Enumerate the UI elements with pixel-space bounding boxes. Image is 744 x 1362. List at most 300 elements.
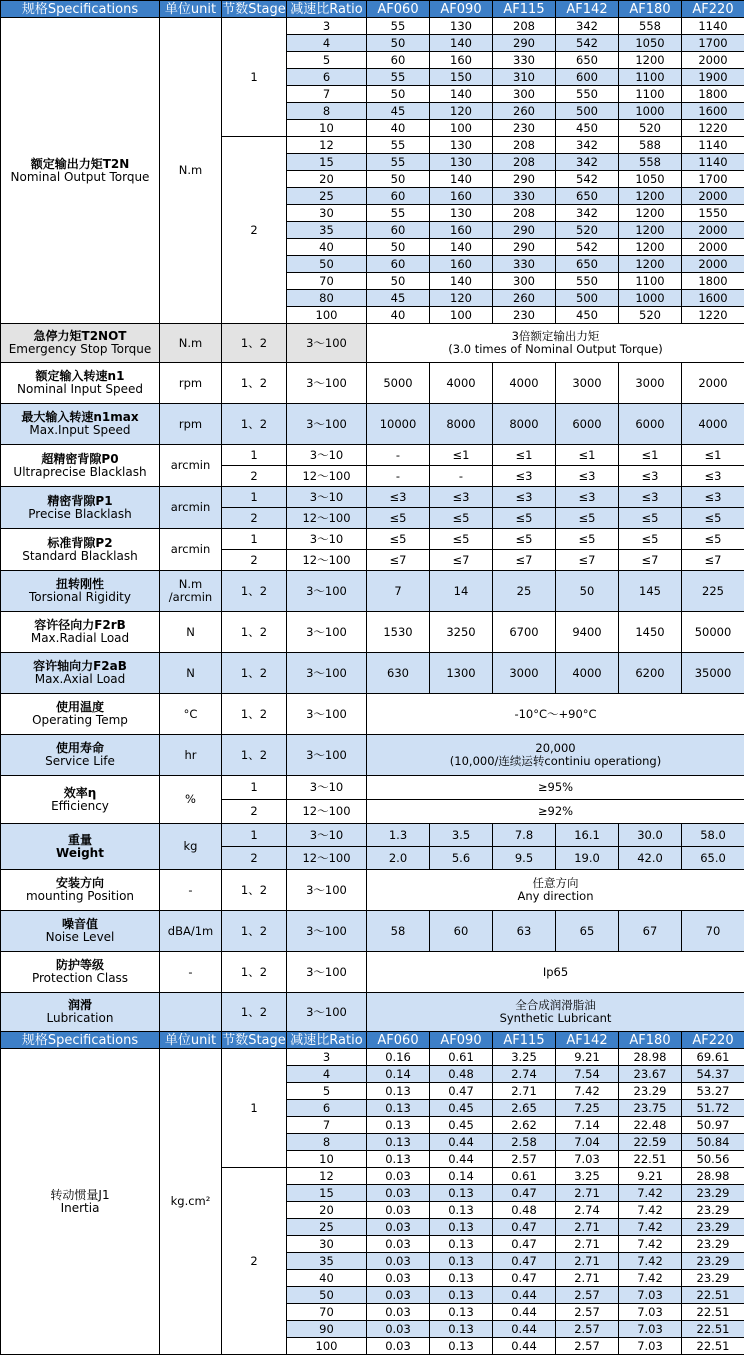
value-cell: 3.5 (430, 824, 493, 847)
ratio-cell: 3～10 (287, 487, 367, 508)
value-cell: ≤5 (430, 529, 493, 550)
value-cell: 63 (493, 911, 556, 952)
value-cell: 230 (493, 307, 556, 324)
merged-line: Synthetic Lubricant (499, 1011, 612, 1025)
value-cell: ≤3 (682, 466, 744, 487)
value-cell: 1220 (682, 307, 744, 324)
ratio-cell: 20 (287, 1202, 367, 1219)
unit-cell: rpm (160, 363, 222, 404)
column-header: AF090 (430, 1032, 493, 1049)
value-cell: 6200 (619, 653, 682, 694)
ratio-cell: 3～100 (287, 571, 367, 612)
value-cell: 7.42 (556, 1083, 619, 1100)
ratio-cell: 35 (287, 222, 367, 239)
value-cell: 10000 (367, 404, 430, 445)
value-cell: 0.44 (430, 1151, 493, 1168)
value-cell: 342 (556, 137, 619, 154)
merged-value (367, 993, 744, 1032)
value-cell: 1800 (682, 273, 744, 290)
value-cell: 0.16 (367, 1049, 430, 1066)
value-cell: 22.51 (682, 1287, 744, 1304)
ratio-cell: 3～100 (287, 911, 367, 952)
merged-value: ≥95% (367, 776, 744, 800)
value-cell: 500 (556, 290, 619, 307)
value-cell: 0.03 (367, 1219, 430, 1236)
value-cell: 1600 (682, 290, 744, 307)
value-cell: 22.51 (619, 1151, 682, 1168)
column-header: AF115 (493, 1, 556, 18)
ratio-cell: 3～100 (287, 735, 367, 776)
unit-cell: hr (160, 735, 222, 776)
merged-line: 任意方向 (532, 876, 579, 890)
value-cell: 650 (556, 256, 619, 273)
value-cell: 0.13 (430, 1304, 493, 1321)
value-cell: 50.84 (682, 1134, 744, 1151)
value-cell: ≤1 (682, 445, 744, 466)
value-cell: 50.97 (682, 1117, 744, 1134)
value-cell: 0.61 (430, 1049, 493, 1066)
value-cell: 140 (430, 273, 493, 290)
value-cell: 4000 (682, 404, 744, 445)
value-cell: ≤1 (493, 445, 556, 466)
ratio-cell: 12～100 (287, 508, 367, 529)
spec-label-cn: 额定输出力矩T2N (30, 156, 130, 171)
stage-cell: 1、2 (222, 324, 287, 363)
header-row (1, 1, 744, 18)
value-cell: ≤5 (619, 529, 682, 550)
unit-cell: arcmin (160, 487, 222, 529)
value-cell: 28.98 (619, 1049, 682, 1066)
spec-label-en: Weight (56, 845, 104, 860)
spec-label-cn: 润滑 (67, 998, 92, 1012)
value-cell: 0.03 (367, 1270, 430, 1287)
value-cell: ≤3 (556, 466, 619, 487)
value-cell: 520 (619, 120, 682, 137)
stage-cell: 2 (222, 550, 287, 571)
value-cell: 42.0 (619, 847, 682, 870)
value-cell: 260 (493, 103, 556, 120)
spec-label-cn: 使用寿命 (55, 741, 104, 755)
value-cell: 208 (493, 154, 556, 171)
header-row (1, 1032, 744, 1049)
value-cell: 7.04 (556, 1134, 619, 1151)
value-cell: 7.42 (619, 1253, 682, 1270)
spec-label (1, 776, 160, 824)
value-cell: ≤1 (556, 445, 619, 466)
value-cell: 23.75 (619, 1100, 682, 1117)
ratio-cell: 12～100 (287, 550, 367, 571)
unit-cell: N.m (160, 324, 222, 363)
value-cell: 0.13 (367, 1100, 430, 1117)
value-cell: 650 (556, 188, 619, 205)
value-cell: 50 (367, 35, 430, 52)
value-cell: 1140 (682, 137, 744, 154)
value-cell: 1530 (367, 612, 430, 653)
value-cell: 70 (682, 911, 744, 952)
value-cell: 60 (367, 188, 430, 205)
ratio-cell: 70 (287, 1304, 367, 1321)
value-cell: 2.71 (556, 1253, 619, 1270)
value-cell: 330 (493, 256, 556, 273)
value-cell: 35000 (682, 653, 744, 694)
value-cell: ≤7 (556, 550, 619, 571)
value-cell: 7.8 (493, 824, 556, 847)
value-cell: 500 (556, 103, 619, 120)
stage-cell: 1、2 (222, 612, 287, 653)
spec-label (1, 993, 160, 1032)
value-cell: 28.98 (682, 1168, 744, 1185)
ratio-cell: 25 (287, 188, 367, 205)
value-cell: 2.57 (556, 1287, 619, 1304)
value-cell: 520 (619, 307, 682, 324)
table-row (1, 1049, 744, 1066)
value-cell: 290 (493, 239, 556, 256)
stage-cell: 1、2 (222, 694, 287, 735)
value-cell: ≤7 (682, 550, 744, 571)
value-cell: 23.29 (682, 1236, 744, 1253)
ratio-cell: 3 (287, 1049, 367, 1066)
column-header: AF060 (367, 1032, 430, 1049)
stage-cell: 1、2 (222, 993, 287, 1032)
value-cell: 0.13 (430, 1253, 493, 1270)
value-cell: 2.57 (556, 1338, 619, 1355)
value-cell: 7.42 (619, 1202, 682, 1219)
value-cell: 450 (556, 120, 619, 137)
value-cell: 53.27 (682, 1083, 744, 1100)
value-cell: 45 (367, 290, 430, 307)
ratio-cell: 3～10 (287, 776, 367, 800)
value-cell: 1100 (619, 273, 682, 290)
merged-value: -10°C～+90°C (367, 694, 744, 735)
value-cell: 2.58 (493, 1134, 556, 1151)
stage-cell: 2 (222, 466, 287, 487)
value-cell: ≤5 (682, 529, 744, 550)
value-cell: 4000 (556, 653, 619, 694)
merged-value (160, 571, 222, 612)
value-cell: 0.47 (430, 1083, 493, 1100)
value-cell: ≤5 (619, 508, 682, 529)
ratio-cell: 10 (287, 1151, 367, 1168)
value-cell: ≤3 (682, 487, 744, 508)
merged-line: N.m (178, 577, 203, 591)
value-cell: 69.61 (682, 1049, 744, 1066)
spec-label (1, 18, 160, 324)
stage-cell: 1 (222, 487, 287, 508)
stage-cell: 2 (222, 508, 287, 529)
stage-cell: 1 (222, 1049, 287, 1168)
value-cell: ≤1 (619, 445, 682, 466)
value-cell: 9.21 (556, 1049, 619, 1066)
value-cell: 50 (367, 273, 430, 290)
table-row (1, 445, 744, 466)
value-cell: 1200 (619, 222, 682, 239)
value-cell: 7.25 (556, 1100, 619, 1117)
spec-label (1, 612, 160, 653)
ratio-cell: 50 (287, 256, 367, 273)
ratio-cell: 8 (287, 1134, 367, 1151)
value-cell: 9.5 (493, 847, 556, 870)
value-cell: 160 (430, 222, 493, 239)
stage-cell: 1 (222, 529, 287, 550)
table-row (1, 911, 744, 952)
spec-label-cn: 扭转刚性 (55, 577, 104, 591)
value-cell: 50 (367, 86, 430, 103)
spec-label-en: Max.Input Speed (29, 423, 131, 437)
value-cell: 23.29 (619, 1083, 682, 1100)
value-cell: 2.71 (556, 1270, 619, 1287)
value-cell: ≤5 (556, 508, 619, 529)
value-cell: 5000 (367, 363, 430, 404)
unit-cell: % (160, 776, 222, 824)
stage-cell: 1、2 (222, 735, 287, 776)
column-header: 节数Stage (222, 1032, 286, 1048)
column-header: 减速比Ratio (287, 1032, 367, 1049)
spec-label-cn: 额定输入转速n1 (35, 369, 125, 383)
stage-cell: 2 (222, 137, 287, 324)
stage-cell: 1 (222, 18, 287, 137)
merged-value: Ip65 (367, 952, 744, 993)
value-cell: 120 (430, 103, 493, 120)
column-header: AF060 (367, 1, 430, 18)
value-cell: - (430, 466, 493, 487)
value-cell: 2.71 (556, 1219, 619, 1236)
value-cell: 208 (493, 205, 556, 222)
value-cell: 14 (430, 571, 493, 612)
ratio-cell: 20 (287, 171, 367, 188)
value-cell: 22.51 (682, 1338, 744, 1355)
value-cell: 7.54 (556, 1066, 619, 1083)
table-row (1, 694, 744, 735)
value-cell: 140 (430, 239, 493, 256)
value-cell: 0.13 (430, 1202, 493, 1219)
spec-label (1, 824, 160, 870)
spec-label-cn: 急停力矩T2NOT (33, 329, 127, 343)
value-cell: 40 (367, 120, 430, 137)
merged-line: /arcmin (168, 590, 213, 604)
value-cell: 2.71 (556, 1236, 619, 1253)
value-cell: - (367, 466, 430, 487)
value-cell: 0.03 (367, 1287, 430, 1304)
stage-cell: 1 (222, 824, 287, 847)
column-header: 节数Stage (222, 1, 286, 17)
spec-label-en: mounting Position (25, 889, 135, 903)
merged-line: 20,000 (535, 741, 576, 755)
value-cell: 2.57 (556, 1321, 619, 1338)
value-cell: 300 (493, 273, 556, 290)
ratio-cell: 5 (287, 1083, 367, 1100)
table-row (1, 653, 744, 694)
value-cell: 588 (619, 137, 682, 154)
value-cell: 0.47 (493, 1236, 556, 1253)
value-cell: 550 (556, 86, 619, 103)
value-cell: 19.0 (556, 847, 619, 870)
value-cell: 8000 (493, 404, 556, 445)
value-cell: ≤3 (493, 487, 556, 508)
spec-label-en: Noise Level (45, 930, 115, 944)
value-cell: 50.56 (682, 1151, 744, 1168)
ratio-cell: 3～100 (287, 870, 367, 911)
value-cell: 290 (493, 171, 556, 188)
value-cell: 50000 (682, 612, 744, 653)
value-cell: 1000 (619, 103, 682, 120)
value-cell: 1140 (682, 18, 744, 35)
value-cell: 1220 (682, 120, 744, 137)
value-cell: 0.45 (430, 1117, 493, 1134)
value-cell: 630 (367, 653, 430, 694)
stage-cell: 1、2 (222, 571, 287, 612)
merged-value (367, 735, 744, 776)
value-cell: 3.25 (556, 1168, 619, 1185)
unit-cell: arcmin (160, 445, 222, 487)
value-cell: 1.3 (367, 824, 430, 847)
ratio-cell: 12～100 (287, 800, 367, 824)
ratio-cell: 12～100 (287, 847, 367, 870)
value-cell: 0.13 (367, 1151, 430, 1168)
table-row (1, 870, 744, 911)
unit-cell: rpm (160, 404, 222, 445)
value-cell: 23.29 (682, 1253, 744, 1270)
value-cell: 1700 (682, 171, 744, 188)
value-cell: 7.03 (556, 1151, 619, 1168)
value-cell: 2.57 (493, 1151, 556, 1168)
spec-label (1, 952, 160, 993)
ratio-cell: 15 (287, 1185, 367, 1202)
value-cell: 7 (367, 571, 430, 612)
value-cell: 342 (556, 18, 619, 35)
value-cell: 2000 (682, 239, 744, 256)
ratio-cell: 4 (287, 35, 367, 52)
value-cell: 290 (493, 35, 556, 52)
value-cell: 2000 (682, 256, 744, 273)
value-cell: 208 (493, 18, 556, 35)
column-header: AF180 (619, 1032, 682, 1049)
value-cell: 2.65 (493, 1100, 556, 1117)
ratio-cell: 3～100 (287, 993, 367, 1032)
value-cell: 2000 (682, 363, 744, 404)
value-cell: 0.13 (430, 1287, 493, 1304)
value-cell: ≤5 (367, 508, 430, 529)
ratio-cell: 12 (287, 1168, 367, 1185)
table-row (1, 824, 744, 847)
table-row (1, 571, 744, 612)
value-cell: 1450 (619, 612, 682, 653)
spec-label-cn: 容许径向力F2rB (34, 618, 126, 632)
value-cell: ≤5 (682, 508, 744, 529)
value-cell: 4000 (430, 363, 493, 404)
ratio-cell: 90 (287, 1321, 367, 1338)
value-cell: 130 (430, 205, 493, 222)
column-header: AF142 (556, 1, 619, 18)
value-cell: 55 (367, 137, 430, 154)
value-cell: 1050 (619, 171, 682, 188)
value-cell: 558 (619, 18, 682, 35)
value-cell: 558 (619, 154, 682, 171)
spec-label-en: Ultraprecise Blacklash (13, 464, 147, 479)
value-cell: 1900 (682, 69, 744, 86)
value-cell: 1600 (682, 103, 744, 120)
ratio-cell: 15 (287, 154, 367, 171)
spec-label-en: Torsional Rigidity (29, 590, 131, 604)
unit-cell: - (160, 870, 222, 911)
value-cell: 50 (367, 171, 430, 188)
column-header: 规格Specifications (1, 1, 160, 18)
value-cell: 25 (493, 571, 556, 612)
value-cell: 7.03 (619, 1287, 682, 1304)
unit-cell: N (160, 653, 222, 694)
value-cell: 0.13 (367, 1134, 430, 1151)
value-cell: 2.71 (556, 1185, 619, 1202)
stage-cell: 1、2 (222, 363, 287, 404)
spec-label-cn: 容许轴向力F2aB (33, 659, 127, 673)
value-cell: 0.44 (493, 1287, 556, 1304)
table-row (1, 18, 744, 35)
value-cell: 9.21 (619, 1168, 682, 1185)
value-cell: 7.42 (619, 1236, 682, 1253)
unit-cell (160, 993, 222, 1032)
value-cell: 130 (430, 137, 493, 154)
value-cell: 5.6 (430, 847, 493, 870)
value-cell: 2.62 (493, 1117, 556, 1134)
value-cell: 3.25 (493, 1049, 556, 1066)
value-cell: 51.72 (682, 1100, 744, 1117)
value-cell: 0.45 (430, 1100, 493, 1117)
value-cell: 2000 (682, 188, 744, 205)
value-cell: 520 (556, 222, 619, 239)
ratio-cell: 6 (287, 1100, 367, 1117)
table-row (1, 612, 744, 653)
value-cell: ≤5 (367, 529, 430, 550)
ratio-cell: 3～10 (287, 529, 367, 550)
ratio-cell: 12 (287, 137, 367, 154)
ratio-cell: 100 (287, 1338, 367, 1355)
value-cell: 550 (556, 273, 619, 290)
spec-label-cn: 超精密背隙P0 (41, 451, 119, 466)
unit-cell: kg (160, 824, 222, 870)
value-cell: 16.1 (556, 824, 619, 847)
value-cell: 0.03 (367, 1338, 430, 1355)
ratio-cell: 40 (287, 239, 367, 256)
value-cell: 0.47 (493, 1219, 556, 1236)
value-cell: 0.03 (367, 1304, 430, 1321)
value-cell: 22.51 (682, 1304, 744, 1321)
value-cell: 1100 (619, 86, 682, 103)
value-cell: 0.03 (367, 1168, 430, 1185)
ratio-cell: 35 (287, 1253, 367, 1270)
stage-cell: 1 (222, 776, 287, 800)
unit-cell: kg.cm² (160, 1049, 222, 1355)
column-header: 单位unit (160, 1, 222, 18)
value-cell: 330 (493, 188, 556, 205)
value-cell: 23.29 (682, 1185, 744, 1202)
value-cell: 1000 (619, 290, 682, 307)
table-row (1, 363, 744, 404)
value-cell: 60 (430, 911, 493, 952)
value-cell: 1140 (682, 154, 744, 171)
ratio-cell: 70 (287, 273, 367, 290)
value-cell: 0.13 (367, 1083, 430, 1100)
value-cell: 0.13 (367, 1117, 430, 1134)
value-cell: 45 (367, 103, 430, 120)
ratio-cell: 25 (287, 1219, 367, 1236)
value-cell: 1050 (619, 35, 682, 52)
ratio-cell: 3～10 (287, 824, 367, 847)
value-cell: 7.03 (619, 1321, 682, 1338)
value-cell: 100 (430, 307, 493, 324)
value-cell: 0.13 (430, 1185, 493, 1202)
value-cell: 67 (619, 911, 682, 952)
value-cell: 1800 (682, 86, 744, 103)
value-cell: 0.03 (367, 1185, 430, 1202)
